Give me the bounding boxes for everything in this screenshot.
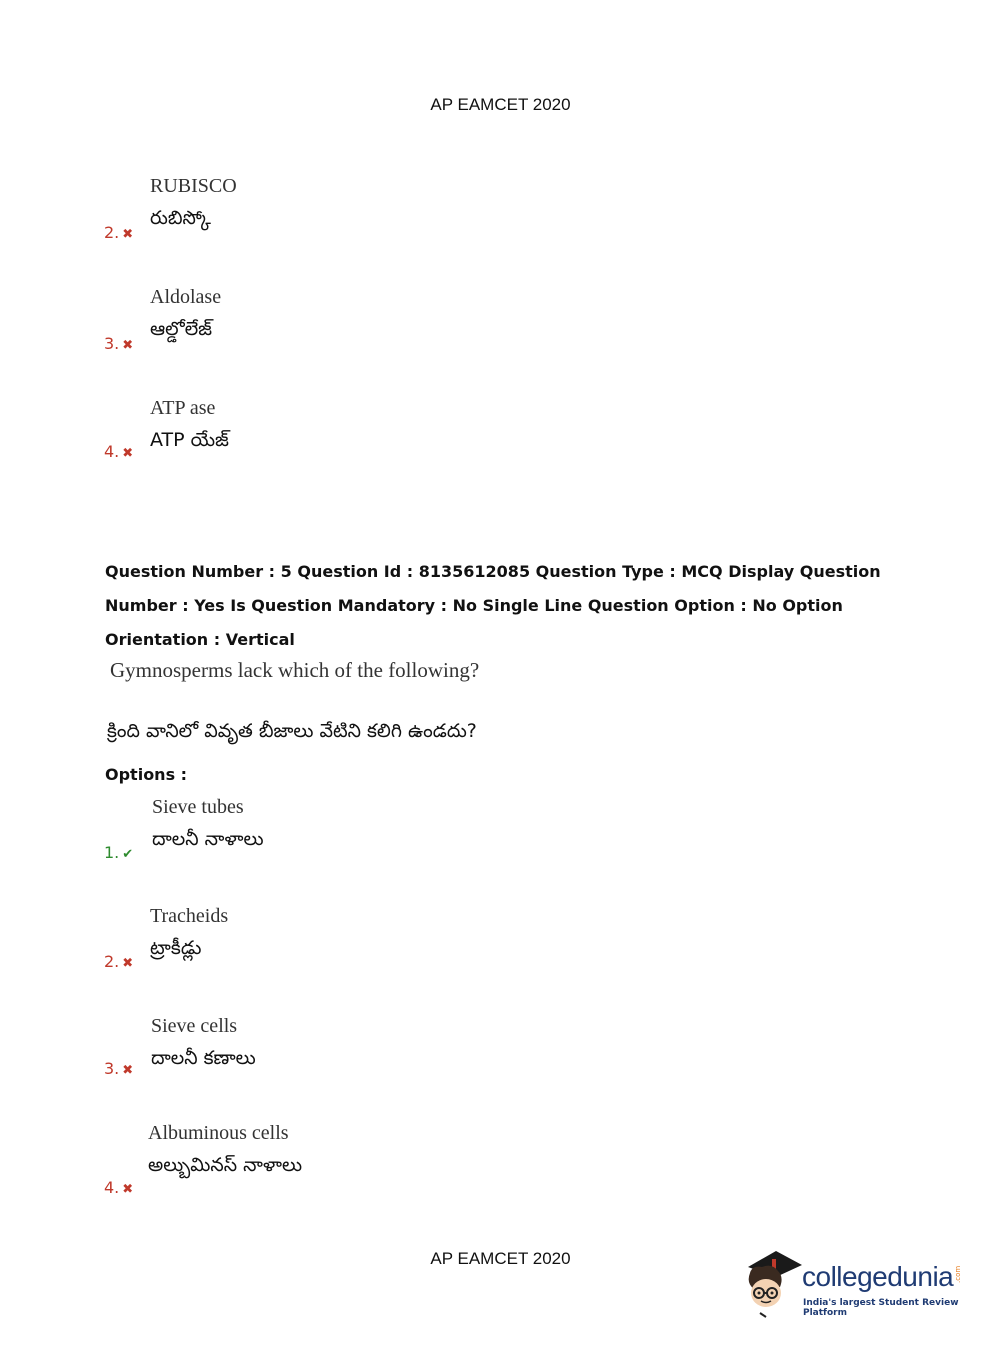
prev-option-4 xyxy=(104,397,704,477)
collegedunia-logo xyxy=(742,1247,972,1319)
cross-icon: ✖ xyxy=(122,956,134,971)
check-icon: ✔ xyxy=(122,847,134,862)
options-label: Options : xyxy=(105,765,188,784)
option-text-te: రుబిస్కో xyxy=(150,207,211,229)
mascot-icon xyxy=(742,1247,804,1319)
logo-wordmark: collegedunia xyxy=(802,1261,954,1292)
option-text-en: Sieve cells xyxy=(151,1015,238,1037)
option-1 xyxy=(104,796,704,876)
option-number: 3. ✖ xyxy=(104,1059,134,1078)
option-text-en: Aldolase xyxy=(150,286,222,308)
option-number: 4. ✖ xyxy=(104,1178,134,1197)
option-text-te: దాలనీ కణాలు xyxy=(151,1047,256,1069)
option-text-te: ఆల్డోలేజ్ xyxy=(150,318,213,340)
option-text-te: ట్రాకీడ్లు xyxy=(150,937,202,959)
option-2 xyxy=(104,905,704,985)
option-number: 3. ✖ xyxy=(104,334,134,353)
question-meta: Question Number : 5 Question Id : 8135612085 Question Type : MCQ Display Question Number : Yes Is Question Mandatory : No Single Line Question Option : No Option Orientation : Vertical xyxy=(105,562,881,649)
cross-icon: ✖ xyxy=(122,1182,134,1197)
cross-icon: ✖ xyxy=(122,446,134,461)
cross-icon: ✖ xyxy=(122,338,134,353)
option-text-en: Tracheids xyxy=(150,905,229,927)
question-text-en: Gymnosperms lack which of the following? xyxy=(110,658,480,682)
logo-tagline: India's largest Student Review Platform xyxy=(803,1298,959,1318)
logo-suffix: .com xyxy=(954,1265,962,1283)
option-text-te: దాలనీ నాళాలు xyxy=(152,828,264,850)
prev-option-3 xyxy=(104,286,704,366)
option-text-te: అల్బుమినస్ నాళాలు xyxy=(148,1154,303,1176)
question-text-te: క్రింది వానిలో వివృత బీజాలు వేటిని కలిగి ఉండదు? xyxy=(107,720,477,742)
option-text-en: Sieve tubes xyxy=(152,796,244,818)
cross-icon: ✖ xyxy=(122,227,134,242)
option-text-en: Albuminous cells xyxy=(148,1122,289,1144)
option-number: 1. ✔ xyxy=(104,843,134,862)
option-text-te: ATP యేజ్ xyxy=(150,429,229,451)
page-footer: AP EAMCET 2020 xyxy=(430,1249,571,1268)
page-header: AP EAMCET 2020 xyxy=(430,95,571,114)
cross-icon: ✖ xyxy=(122,1063,134,1078)
option-text-en: ATP ase xyxy=(150,397,216,419)
option-text-en: RUBISCO xyxy=(150,175,237,197)
option-3 xyxy=(104,1015,704,1095)
option-number: 4. ✖ xyxy=(104,442,134,461)
prev-option-2 xyxy=(104,175,704,255)
option-number: 2. ✖ xyxy=(104,223,134,242)
option-4 xyxy=(104,1122,704,1202)
option-number: 2. ✖ xyxy=(104,952,134,971)
